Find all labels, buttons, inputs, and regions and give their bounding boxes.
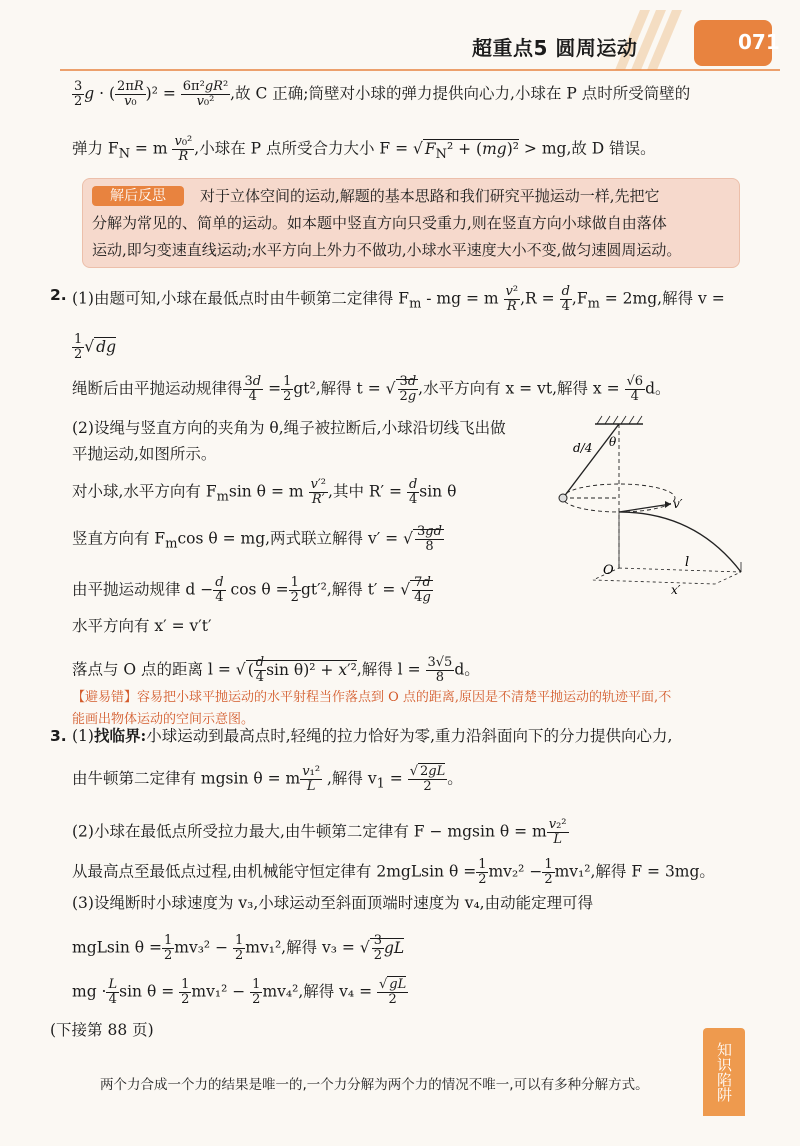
q3-line-7: mg · $\frac{L}{4}$ sin θ = $\frac{1}{2}$ mv₁² − $\frac{1}{2}$ mv₄²,解得 v₄ = $\frac{√ gL}{2}$	[72, 977, 407, 1007]
q2-line-2: 绳断后由平抛运动规律得 $\frac{3d}{4}$ = $\frac{1}{2}$ gt²,解得 t = √ $\frac{3d}{2g}$ ,水平方向有 x = vt,解得 x = $\frac{√6}{4}$ d。	[72, 374, 671, 404]
q3-number: 3.	[50, 727, 67, 745]
label-theta: θ	[609, 435, 617, 449]
q2-line-9: 落点与 O 点的距离 l = √ ( $\frac{d}{4}$ sin θ)² + x′²,解得 l = $\frac{3√5}{8}$ d。	[72, 655, 480, 685]
q3-line-3: (2)小球在最低点所受拉力最大,由牛顿第二定律有 F − mgsin θ = m $\frac{\text{v₂²}}{L}$	[72, 817, 567, 847]
pendulum-figure	[545, 412, 745, 602]
q2-line-4: 平抛运动,如图所示。	[72, 445, 217, 463]
q2-line-5: 对小球,水平方向有 $F_m\sin$ θ = m $\frac{\text{v′²}}{R'}$ ,其中 R′ = $\frac{d}{4}$ sin θ	[72, 477, 457, 507]
label-l: l	[685, 555, 690, 570]
reflection-line-3: 运动,即匀变速直线运动;水平方向上外力不做功,小球水平速度大小不变,做匀速圆周运动。	[92, 241, 682, 259]
label-x-prime: x′	[671, 583, 681, 597]
q2-line-1: (1)由题可知,小球在最低点时由牛顿第二定律得 $F_m$ - mg = m $\frac{\text{v²}}{R}$ ,R = $\frac{d}{4}$ $,F_m = 2mg$,解得 v =	[72, 284, 725, 314]
warning-line-2: 能画出物体运动的空间示意图。	[72, 712, 255, 727]
q2-line-6: 竖直方向有 $F_m\cos$ θ = mg,两式联立解得 v′ = √ $\frac{3gd}{8}$	[72, 524, 442, 554]
q2-line-1-cont: $\frac{1}{2}$ √ dg	[74, 332, 117, 362]
label-o: O	[603, 563, 614, 578]
q3-line-2: 由牛顿第二定律有 mgsin θ = m $\frac{\text{v₁²}}{L}$ ,解得 $v_1$ = $\frac{√ 2gL}{2}$ 。	[72, 764, 463, 794]
line-1: $\frac{3}{2}$ g · ( $\frac{2\pi R}{\text{v₀}}$ )² = $\frac{\text{6π²gR²}}{\text{v₀²}}$ ,故 C 正确;筒壁对小球的弹力提供向心力,小球在 P 点时所受筒壁的	[74, 79, 691, 109]
warning-line-1: 【避易错】容易把小球平抛运动的水平射程当作落点到 O 点的距离,原因是不清楚平抛运动的轨迹平面,不	[72, 690, 672, 705]
label-d4: d/4	[573, 441, 593, 455]
footer-note: 两个力合成一个力的结果是唯一的,一个力分解为两个力的情况不唯一,可以有多种分解方式。	[100, 1077, 649, 1093]
reflection-line-2: 分解为常见的、简单的运动。如本题中竖直方向只受重力,则在竖直方向小球做自由落体	[92, 214, 667, 232]
trajectory	[619, 512, 741, 572]
line-2: 弹力 $F_N = m$ $\frac{\text{v₀²}}{R}$ ,小球在 P 点所受合力大小 F = √ $F_N^2 + (mg)^2$ > mg,故 D 错误。	[72, 134, 656, 164]
q2-number: 2.	[50, 286, 67, 304]
ball	[559, 494, 567, 502]
q2-line-8: 水平方向有 x′ = v′t′	[72, 617, 212, 635]
reflection-line-1: 对于立体空间的运动,解题的基本思路和我们研究平抛运动一样,先把它	[200, 187, 660, 205]
q3-line-4: 从最高点至最低点过程,由机械能守恒定律有 2mgLsin θ = $\frac{1}{2}$ mv₂² − $\frac{1}{2}$ mv₁²,解得 F = 3mg。	[72, 857, 715, 887]
header-stripes	[0, 0, 800, 72]
reflection-tag: 解后反思	[92, 186, 184, 206]
label-v-prime: v′	[673, 497, 683, 511]
side-tab: 知识陷阱	[703, 1028, 745, 1116]
q2-line-7: 由平抛运动规律 d − $\frac{d}{4}$ cos θ = $\frac{1}{2}$ gt′²,解得 t′ = √ $\frac{7d}{4g}$	[72, 575, 431, 605]
q3-line-6: mgLsin θ = $\frac{1}{2}$ mv₃² − $\frac{1}{2}$ mv₁²,解得 v₃ = √ $\frac{3}{2}$ gL	[72, 933, 405, 963]
q2-line-3: (2)设绳与竖直方向的夹角为 θ,绳子被拉断后,小球沿切线飞出做	[72, 419, 506, 437]
section-title: 超重点5 圆周运动	[472, 36, 638, 60]
continued-note: (下接第 88 页)	[50, 1021, 154, 1039]
q3-line-5: (3)设绳断时小球速度为 v₃,小球运动至斜面顶端时速度为 v₄,由动能定理可得	[72, 894, 594, 912]
page-number: 071	[738, 30, 780, 54]
q3-line-1: (1)找临界:小球运动到最高点时,轻绳的拉力恰好为零,重力沿斜面向下的分力提供向心力,	[72, 726, 673, 745]
ground-plane	[593, 568, 741, 584]
